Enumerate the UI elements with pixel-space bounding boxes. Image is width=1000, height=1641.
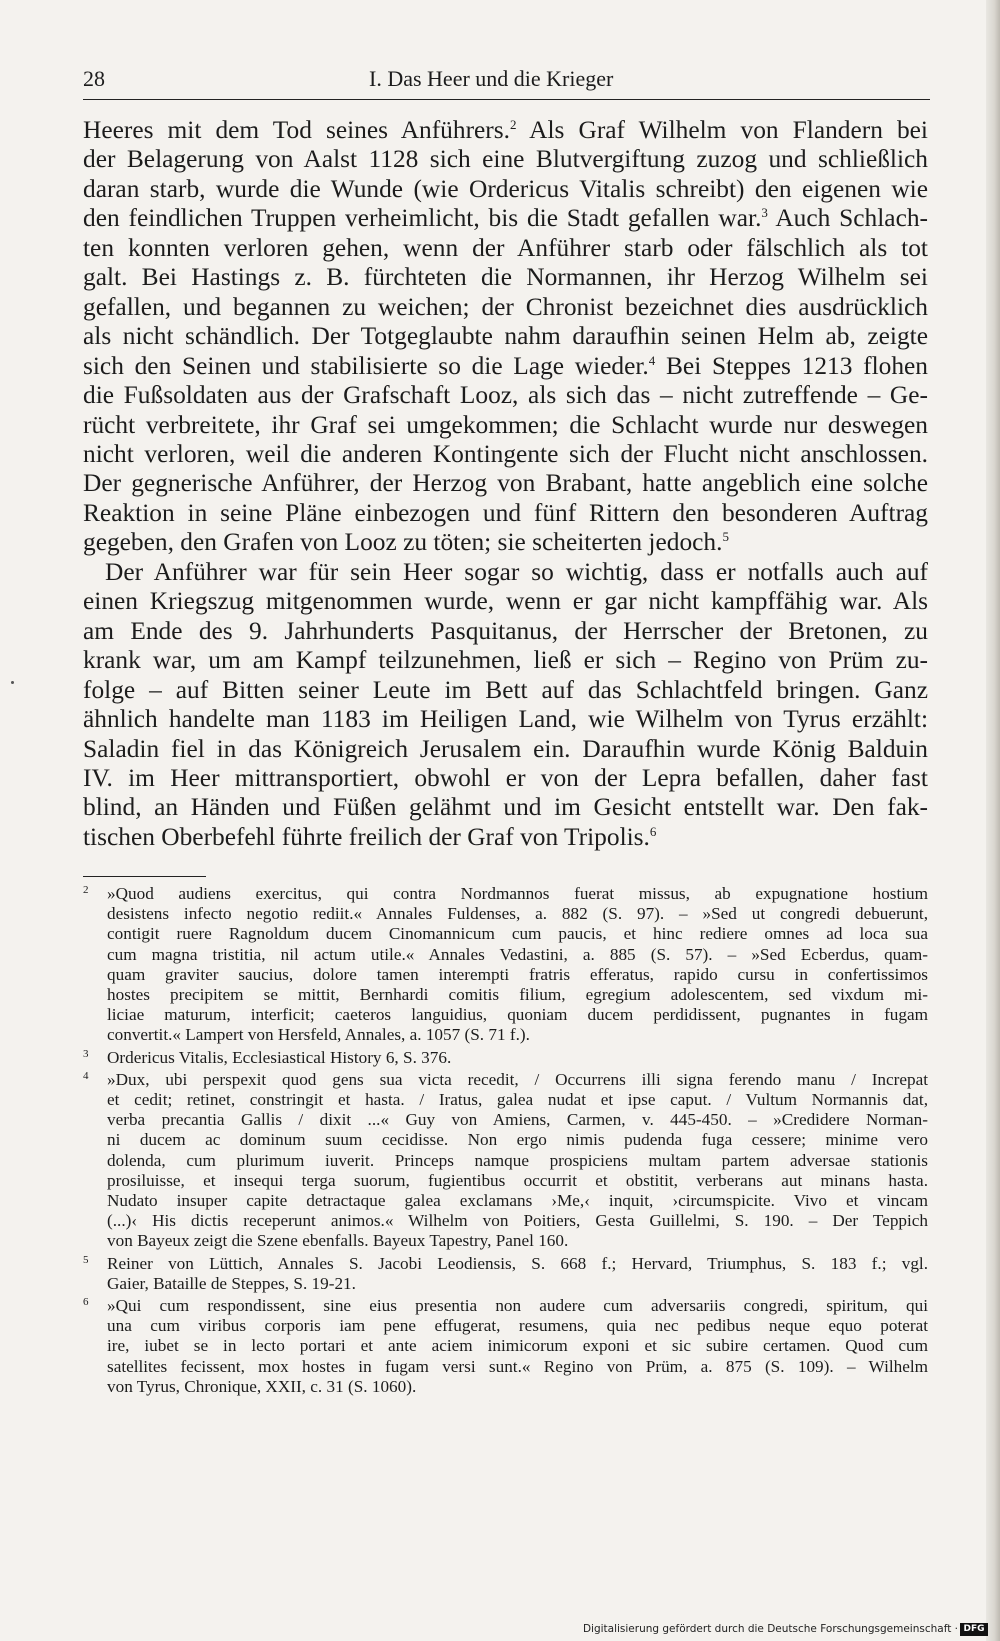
body-line-text-cont: Als Graf Wilhelm von Flandern bei xyxy=(516,116,928,144)
header-rule xyxy=(83,99,930,100)
footnote-line: cum magna tristitia, nil actum utile.« Annales Vedastini, a. 885 (S. 57). – »Sed Ecberdus, quam- xyxy=(107,944,928,964)
footnote-2 xyxy=(83,884,928,1046)
body-line xyxy=(83,352,928,381)
body-line xyxy=(83,145,928,174)
footnote-number: 2 xyxy=(83,884,89,896)
body-line-text: der Belagerung von Aalst 1128 sich eine Blutvergiftung zuzog und schließlich xyxy=(83,145,928,174)
body-line xyxy=(83,735,928,764)
footnote-4 xyxy=(83,1070,928,1252)
body-line xyxy=(83,469,928,498)
body-line-text: sich den Seinen und stabilisierte so die Lage wieder. xyxy=(83,351,649,380)
body-line-text: folge – auf Bitten seiner Leute im Bett auf das Schlachtfeld bringen. Ganz xyxy=(83,675,928,704)
footnote-line: satellites fecissent, mox hostes in fugam versi sunt.« Regino von Prüm, a. 875 (S. 109). – Wilhelm xyxy=(107,1356,928,1376)
body-line xyxy=(83,558,928,587)
body-line xyxy=(83,617,928,646)
body-line-text: nicht verloren, weil die anderen Kontingente sich der Flucht nicht anschlossen. xyxy=(83,439,928,468)
footnote-line: dolenda, cum plurimum iuverit. Princeps namque prospiciens multam partem adversae stationis xyxy=(107,1150,928,1170)
body-line xyxy=(83,440,928,469)
body-line-text: blind, an Händen und Füßen gelähmt und im Gesicht entstellt war. Den fak- xyxy=(83,793,928,822)
footnote-line: quam graviter saucius, dolore tamen interempti fratris efferatus, rapido cursu in confertissimos xyxy=(107,964,928,984)
footnote-line: Ordericus Vitalis, Ecclesiastical History 6, S. 376. xyxy=(107,1047,452,1067)
body-line xyxy=(83,764,928,793)
body-line-text: einen Kriegszug mitgenommen wurde, wenn er gar nicht kampffähig war. Als xyxy=(83,587,928,616)
body-line-text: daran starb, wurde die Wunde (wie Ordericus Vitalis schreibt) den eigenen wie xyxy=(83,174,928,203)
running-title: I. Das Heer und die Krieger xyxy=(369,66,614,91)
body-line xyxy=(83,528,928,557)
body-line xyxy=(83,204,928,233)
body-line-text: Heeres mit dem Tod seines Anführers. xyxy=(83,116,510,144)
footnote-separator xyxy=(83,876,206,877)
footnote-line: convertit.« Lampert von Hersfeld, Annales, a. 1057 (S. 71 f.). xyxy=(107,1025,530,1045)
footnote-line: von Tyrus, Chronique, XXII, c. 31 (S. 1060). xyxy=(107,1376,417,1396)
dfg-logo: DFG xyxy=(960,1623,988,1636)
body-line-text: ähnlich handelte man 1183 im Heiligen Land, wie Wilhelm von Tyrus erzählt: xyxy=(83,705,928,734)
body-line-text: Reaktion in seine Pläne einbezogen und fünf Rittern den besonderen Auftrag xyxy=(83,498,928,527)
footnote-number: 5 xyxy=(83,1253,89,1266)
body-line xyxy=(83,322,928,351)
footnote-line: verba precantia Gallis / dixit ...« Guy von Amiens, Carmen, v. 445-450. – »Credidere Norman- xyxy=(107,1110,928,1130)
page-number: 28 xyxy=(83,66,105,91)
body-line-text: gegeben, den Grafen von Looz zu töten; sie scheiterten jedoch. xyxy=(83,528,723,557)
scan-speck xyxy=(11,681,14,684)
footnote-line: »Quod audiens exercitus, qui contra Nordmannos fuerat missus, ab expugnatione hostium xyxy=(107,884,928,903)
page-edge-shadow xyxy=(986,0,1000,1641)
digitization-credit: Digitalisierung gefördert durch die Deutsche Forschungsgemeinschaft · xyxy=(582,1623,958,1635)
footnote-line: »Qui cum respondissent, sine eius presentia non audere cum adversariis congredi, spiritum, qui xyxy=(107,1296,928,1316)
body-line-text-cont: Bei Steppes 1213 flohen xyxy=(655,351,928,380)
footnote-line: ire, iubet se in lecto portari et ante aciem inimicorum exponi et sic subire certamen. Quod cum xyxy=(107,1336,928,1356)
body-line xyxy=(83,793,928,822)
body-line xyxy=(83,705,928,734)
footnote-line: »Dux, ubi perspexit quod gens sua victa recedit, / Occurrens illi signa ferendo manu / Increpat xyxy=(107,1069,928,1089)
body-line xyxy=(83,676,928,705)
footnote-line: hostes precipitem se mittit, Bernhardi comitis filium, egregium adolescentem, sed vixdum mi- xyxy=(107,985,928,1005)
body-line xyxy=(83,381,928,410)
footnote-line: von Bayeux zeigt die Szene ebenfalls. Bayeux Tapestry, Panel 160. xyxy=(107,1231,569,1251)
body-line-text: gefallen, und begannen zu weichen; der Chronist bezeichnet dies ausdrücklich xyxy=(83,292,928,321)
footnote-3 xyxy=(83,1048,928,1068)
footnote-line: et cedit; retinet, constringit et hasta. / Iratus, galea nudat et ipse caput. / Vultum Normannis dat, xyxy=(107,1090,928,1110)
running-header xyxy=(83,66,928,92)
body-line xyxy=(83,411,928,440)
body-line xyxy=(83,175,928,204)
body-line-text: am Ende des 9. Jahrhunderts Pasquitanus, der Herrscher der Bretonen, zu xyxy=(83,616,928,645)
footnote-line: desistens infecto negotio rediit.« Annales Fuldenses, a. 882 (S. 97). – »Sed ut congredi debuerunt, xyxy=(107,904,928,924)
footnote-6 xyxy=(83,1296,928,1397)
body-line xyxy=(83,263,928,292)
body-line-text: krank war, um am Kampf teilzunehmen, ließ er sich – Regino von Prüm zu- xyxy=(83,646,928,675)
footnote-line: prosiluisse, et insequi terga suorum, fugientibus occurrit et obstitit, verberans aut minans hasta. xyxy=(107,1170,928,1190)
body-line-text-cont: Auch Schlach- xyxy=(767,204,928,233)
body-line-text: als nicht schändlich. Der Totgeglaubte nahm daraufhin seinen Helm ab, zeigte xyxy=(83,322,928,351)
footnote-line: una cum viribus corporis iam pene effugerat, resumens, quia nec pedibus neque equo poterat xyxy=(107,1316,928,1336)
footnote-line: Nudato insuper capite detractaque galea exclamans ›Me,‹ inquit, ›circumspicite. Vivo et vincam xyxy=(107,1191,928,1211)
footnote-marker[interactable]: 5 xyxy=(722,529,729,545)
body-line xyxy=(83,116,928,145)
body-line xyxy=(83,646,928,675)
body-line-text: Der Anführer war für sein Heer sogar so wichtig, dass er notfalls auch auf xyxy=(105,557,928,586)
main-text xyxy=(83,116,928,852)
footnote-line: ni ducem ac dominum suum cecidisse. Non ergo nimis pudenda fuga cessere; minime vero xyxy=(107,1130,928,1150)
body-line-text: ten konnten verloren gehen, wenn der Anführer starb oder fälschlich als tot xyxy=(83,233,928,262)
footnote-number: 3 xyxy=(83,1047,89,1060)
body-line xyxy=(83,293,928,322)
body-line-text: die Fußsoldaten aus der Grafschaft Looz, als sich das – nicht zutreffende – Ge- xyxy=(83,381,928,410)
footnote-line: Reiner von Lüttich, Annales S. Jacobi Leodiensis, S. 668 f.; Hervard, Triumphus, S. 183 f.; vgl. xyxy=(107,1253,928,1273)
footnote-number: 6 xyxy=(83,1296,89,1309)
body-line-text: IV. im Heer mittransportiert, obwohl er von der Lepra befallen, daher fast xyxy=(83,763,928,792)
footnote-marker[interactable]: 2 xyxy=(509,117,517,132)
body-line-text: Saladin fiel in das Königreich Jerusalem ein. Daraufhin wurde König Balduin xyxy=(83,734,928,763)
body-line-text: Der gegnerische Anführer, der Herzog von Brabant, hatte angeblich eine solche xyxy=(83,469,928,498)
footnote-line: (...)‹ His dictis receperunt animos.« Wilhelm von Poitiers, Gesta Guillelmi, S. 190. – Der Teppich xyxy=(107,1211,928,1231)
body-line xyxy=(83,823,928,852)
body-line-text: den feindlichen Truppen verheimlicht, bis die Stadt gefallen war. xyxy=(83,204,762,233)
body-line-text: rücht verbreitete, ihr Graf sei umgekommen; die Schlacht wurde nur deswegen xyxy=(83,410,928,439)
footnotes xyxy=(83,884,928,1399)
body-line-text: tischen Oberbefehl führte freilich der Graf von Tripolis. xyxy=(83,822,650,851)
body-line xyxy=(83,234,928,263)
body-line xyxy=(83,587,928,616)
body-line xyxy=(83,499,928,528)
footnote-line: contigit ruere Ragnoldum ducem Cinomannicum cum paucis, et hinc rediere omnes ad loca sua xyxy=(107,924,928,944)
footnote-line: Gaier, Bataille de Steppes, S. 19-21. xyxy=(107,1273,356,1293)
footnote-line: liciae maturum, interficit; caeteros languidius, quoniam ducem perdidissent, pugnantes in fugam xyxy=(107,1005,928,1025)
body-line-text: galt. Bei Hastings z. B. fürchteten die Normannen, ihr Herzog Wilhelm sei xyxy=(83,263,928,292)
footnote-5 xyxy=(83,1254,928,1294)
footnote-marker[interactable]: 6 xyxy=(649,823,657,839)
footnote-marker[interactable]: 4 xyxy=(648,352,656,368)
footnote-marker[interactable]: 3 xyxy=(761,205,768,221)
footnote-number: 4 xyxy=(83,1069,89,1082)
